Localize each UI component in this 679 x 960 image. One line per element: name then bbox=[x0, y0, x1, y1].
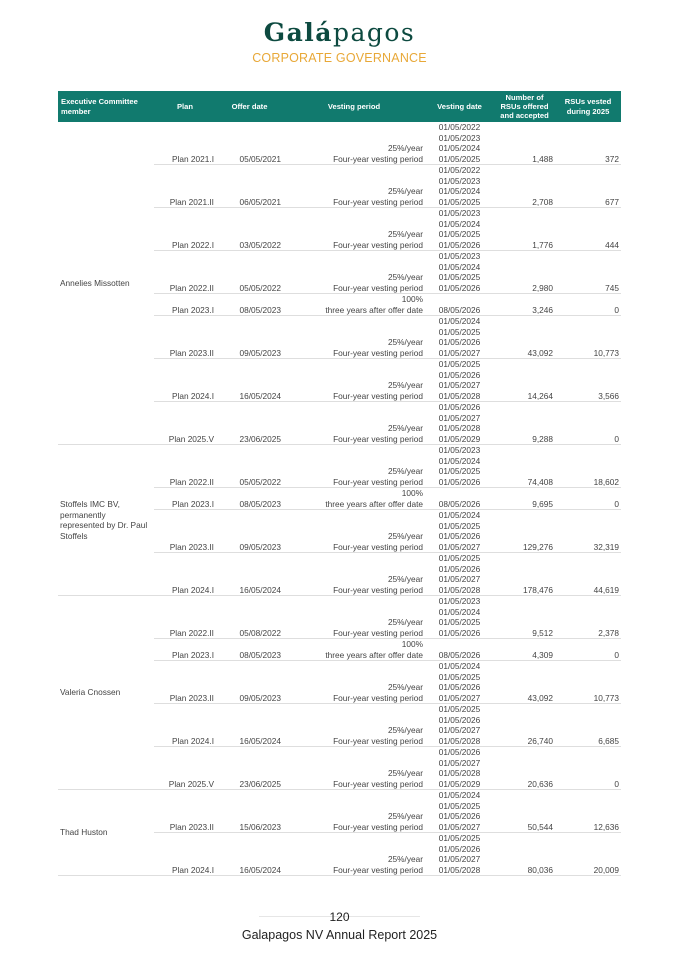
offer-date-cell: 16/05/2024 bbox=[239, 864, 281, 875]
vesting-date-cell: 01/05/2024 01/05/2025 01/05/2026 01/05/2027 bbox=[438, 661, 481, 703]
vesting-date-cell: 08/05/2026 bbox=[438, 304, 481, 315]
offer-date-cell: 09/05/2023 bbox=[239, 692, 281, 703]
rsus-offered-cell: 74,408 bbox=[527, 476, 553, 487]
plan-cell: Plan 2023.II bbox=[169, 347, 214, 358]
vesting-period-cell: 25%/year Four-year vesting period bbox=[333, 466, 423, 487]
vesting-period-cell: 100% three years after offer date bbox=[325, 294, 423, 315]
vesting-period-cell: 25%/year Four-year vesting period bbox=[333, 229, 423, 250]
rsus-offered-cell: 80,036 bbox=[527, 864, 553, 875]
vesting-period-cell: 100% three years after offer date bbox=[325, 488, 423, 509]
rsus-vested-cell: 745 bbox=[605, 282, 619, 293]
member-name: Thad Huston bbox=[58, 790, 154, 876]
offer-date-cell: 08/05/2023 bbox=[239, 498, 281, 509]
rsus-offered-cell: 50,544 bbox=[527, 821, 553, 832]
plan-cell: Plan 2022.II bbox=[169, 627, 214, 638]
rsus-offered-cell: 1,776 bbox=[532, 239, 553, 250]
rsus-vested-cell: 0 bbox=[614, 649, 619, 660]
rsus-vested-cell: 12,636 bbox=[593, 821, 619, 832]
offer-date-cell: 05/05/2022 bbox=[239, 476, 281, 487]
vesting-date-cell: 01/05/2023 01/05/2024 01/05/2025 01/05/2026 bbox=[438, 445, 481, 487]
rsus-offered-cell: 3,246 bbox=[532, 304, 553, 315]
rsu-table bbox=[58, 91, 621, 876]
offer-date-cell: 16/05/2024 bbox=[239, 584, 281, 595]
rsus-offered-cell: 178,476 bbox=[523, 584, 553, 595]
rsus-offered-cell: 129,276 bbox=[523, 541, 553, 552]
rsus-vested-cell: 3,566 bbox=[598, 390, 619, 401]
rsus-offered-cell: 9,512 bbox=[532, 627, 553, 638]
vesting-date-cell: 01/05/2023 01/05/2024 01/05/2025 01/05/2026 bbox=[438, 251, 481, 293]
col-header-offer-date: Offer date bbox=[216, 91, 283, 122]
rsus-vested-cell: 0 bbox=[614, 778, 619, 789]
offer-date-cell: 23/06/2025 bbox=[239, 778, 281, 789]
rsus-offered-cell: 2,708 bbox=[532, 196, 553, 207]
offer-date-cell: 08/05/2023 bbox=[239, 649, 281, 660]
section-title: CORPORATE GOVERNANCE bbox=[252, 51, 427, 65]
rsus-vested-cell: 0 bbox=[614, 433, 619, 444]
table-row bbox=[58, 122, 621, 165]
plan-cell: Plan 2023.II bbox=[169, 692, 214, 703]
vesting-period-cell: 25%/year Four-year vesting period bbox=[333, 380, 423, 401]
table-header-row bbox=[58, 91, 621, 122]
plan-cell: Plan 2021.II bbox=[169, 196, 214, 207]
vesting-period-cell: 100% three years after offer date bbox=[325, 639, 423, 660]
rsus-vested-cell: 2,378 bbox=[598, 627, 619, 638]
member-name: Stoffels IMC BV, permanently represented by Dr. Paul Stoffels bbox=[58, 445, 154, 596]
vesting-date-cell: 01/05/2026 01/05/2027 01/05/2028 01/05/2029 bbox=[438, 747, 481, 789]
vesting-period-cell: 25%/year Four-year vesting period bbox=[333, 337, 423, 358]
vesting-date-cell: 01/05/2022 01/05/2023 01/05/2024 01/05/2025 bbox=[438, 122, 481, 164]
vesting-date-cell: 01/05/2022 01/05/2023 01/05/2024 01/05/2025 bbox=[438, 165, 481, 207]
vesting-date-cell: 01/05/2025 01/05/2026 01/05/2027 01/05/2028 bbox=[438, 704, 481, 746]
logo-rest-part: pagos bbox=[332, 18, 416, 47]
plan-cell: Plan 2023.I bbox=[172, 498, 214, 509]
vesting-date-cell: 01/05/2025 01/05/2026 01/05/2027 01/05/2028 bbox=[438, 553, 481, 595]
logo-bold-part: Galá bbox=[263, 18, 333, 47]
plan-cell: Plan 2024.I bbox=[172, 390, 214, 401]
vesting-period-cell: 25%/year Four-year vesting period bbox=[333, 725, 423, 746]
offer-date-cell: 16/05/2024 bbox=[239, 390, 281, 401]
vesting-period-cell: 25%/year Four-year vesting period bbox=[333, 811, 423, 832]
plan-cell: Plan 2021.I bbox=[172, 153, 214, 164]
offer-date-cell: 08/05/2023 bbox=[239, 304, 281, 315]
vesting-date-cell: 01/05/2026 01/05/2027 01/05/2028 01/05/2029 bbox=[438, 402, 481, 444]
rsus-vested-cell: 10,773 bbox=[593, 692, 619, 703]
offer-date-cell: 23/06/2025 bbox=[239, 433, 281, 444]
col-header-rsus-vested: RSUs vested during 2025 bbox=[555, 91, 621, 122]
vesting-date-cell: 01/05/2023 01/05/2024 01/05/2025 01/05/2026 bbox=[438, 208, 481, 250]
plan-cell: Plan 2024.I bbox=[172, 584, 214, 595]
vesting-date-cell: 01/05/2024 01/05/2025 01/05/2026 01/05/2027 bbox=[438, 316, 481, 358]
col-header-vesting-date: Vesting date bbox=[425, 91, 494, 122]
plan-cell: Plan 2023.I bbox=[172, 649, 214, 660]
member-name: Annelies Missotten bbox=[58, 122, 154, 445]
member-name: Valeria Cnossen bbox=[58, 596, 154, 790]
rsus-offered-cell: 43,092 bbox=[527, 347, 553, 358]
plan-cell: Plan 2025.V bbox=[168, 433, 214, 444]
rsus-vested-cell: 677 bbox=[605, 196, 619, 207]
rsus-vested-cell: 0 bbox=[614, 498, 619, 509]
table-row bbox=[58, 445, 621, 488]
vesting-period-cell: 25%/year Four-year vesting period bbox=[333, 186, 423, 207]
plan-cell: Plan 2024.I bbox=[172, 735, 214, 746]
col-header-rsus-offered: Number of RSUs offered and accepted bbox=[494, 91, 555, 122]
plan-cell: Plan 2022.II bbox=[169, 282, 214, 293]
rsus-vested-cell: 6,685 bbox=[598, 735, 619, 746]
vesting-date-cell: 01/05/2025 01/05/2026 01/05/2027 01/05/2028 bbox=[438, 359, 481, 401]
offer-date-cell: 15/06/2023 bbox=[239, 821, 281, 832]
offer-date-cell: 03/05/2022 bbox=[239, 239, 281, 250]
offer-date-cell: 05/05/2022 bbox=[239, 282, 281, 293]
plan-cell: Plan 2022.II bbox=[169, 476, 214, 487]
rsus-vested-cell: 32,319 bbox=[593, 541, 619, 552]
offer-date-cell: 05/05/2021 bbox=[239, 153, 281, 164]
page-number: 120 bbox=[329, 910, 350, 924]
plan-cell: Plan 2023.II bbox=[169, 821, 214, 832]
rsus-offered-cell: 2,980 bbox=[532, 282, 553, 293]
vesting-date-cell: 08/05/2026 bbox=[438, 649, 481, 660]
vesting-date-cell: 01/05/2024 01/05/2025 01/05/2026 01/05/2027 bbox=[438, 790, 481, 832]
col-header-vesting-period: Vesting period bbox=[283, 91, 425, 122]
rsus-vested-cell: 44,619 bbox=[593, 584, 619, 595]
offer-date-cell: 05/08/2022 bbox=[239, 627, 281, 638]
rsus-vested-cell: 20,009 bbox=[593, 864, 619, 875]
table-row bbox=[58, 596, 621, 639]
vesting-date-cell: 01/05/2025 01/05/2026 01/05/2027 01/05/2028 bbox=[438, 833, 481, 875]
vesting-period-cell: 25%/year Four-year vesting period bbox=[333, 574, 423, 595]
rsus-offered-cell: 20,636 bbox=[527, 778, 553, 789]
col-header-member: Executive Committee member bbox=[58, 91, 154, 122]
rsus-offered-cell: 1,488 bbox=[532, 153, 553, 164]
plan-cell: Plan 2024.I bbox=[172, 864, 214, 875]
rsus-vested-cell: 18,602 bbox=[593, 476, 619, 487]
rsus-vested-cell: 444 bbox=[605, 239, 619, 250]
plan-cell: Plan 2023.II bbox=[169, 541, 214, 552]
plan-cell: Plan 2023.I bbox=[172, 304, 214, 315]
vesting-period-cell: 25%/year Four-year vesting period bbox=[333, 143, 423, 164]
rsu-table-container bbox=[58, 91, 621, 876]
vesting-period-cell: 25%/year Four-year vesting period bbox=[333, 423, 423, 444]
vesting-period-cell: 25%/year Four-year vesting period bbox=[333, 531, 423, 552]
offer-date-cell: 09/05/2023 bbox=[239, 541, 281, 552]
offer-date-cell: 16/05/2024 bbox=[239, 735, 281, 746]
rsus-vested-cell: 372 bbox=[605, 153, 619, 164]
plan-cell: Plan 2025.V bbox=[168, 778, 214, 789]
table-body bbox=[58, 122, 621, 876]
vesting-period-cell: 25%/year Four-year vesting period bbox=[333, 682, 423, 703]
rsus-offered-cell: 26,740 bbox=[527, 735, 553, 746]
vesting-period-cell: 25%/year Four-year vesting period bbox=[333, 272, 423, 293]
company-logo bbox=[0, 18, 679, 47]
rsus-offered-cell: 9,288 bbox=[532, 433, 553, 444]
vesting-date-cell: 01/05/2023 01/05/2024 01/05/2025 01/05/2026 bbox=[438, 596, 481, 638]
rsus-offered-cell: 9,695 bbox=[532, 498, 553, 509]
vesting-period-cell: 25%/year Four-year vesting period bbox=[333, 617, 423, 638]
rsus-offered-cell: 4,309 bbox=[532, 649, 553, 660]
rsus-offered-cell: 14,264 bbox=[527, 390, 553, 401]
rsus-vested-cell: 0 bbox=[614, 304, 619, 315]
offer-date-cell: 06/05/2021 bbox=[239, 196, 281, 207]
vesting-date-cell: 08/05/2026 bbox=[438, 498, 481, 509]
offer-date-cell: 09/05/2023 bbox=[239, 347, 281, 358]
vesting-period-cell: 25%/year Four-year vesting period bbox=[333, 768, 423, 789]
table-row bbox=[58, 790, 621, 833]
rsus-offered-cell: 43,092 bbox=[527, 692, 553, 703]
vesting-date-cell: 01/05/2024 01/05/2025 01/05/2026 01/05/2027 bbox=[438, 510, 481, 552]
vesting-period-cell: 25%/year Four-year vesting period bbox=[333, 854, 423, 875]
plan-cell: Plan 2022.I bbox=[172, 239, 214, 250]
report-title: Galapagos NV Annual Report 2025 bbox=[241, 928, 438, 942]
col-header-plan: Plan bbox=[154, 91, 216, 122]
rsus-vested-cell: 10,773 bbox=[593, 347, 619, 358]
